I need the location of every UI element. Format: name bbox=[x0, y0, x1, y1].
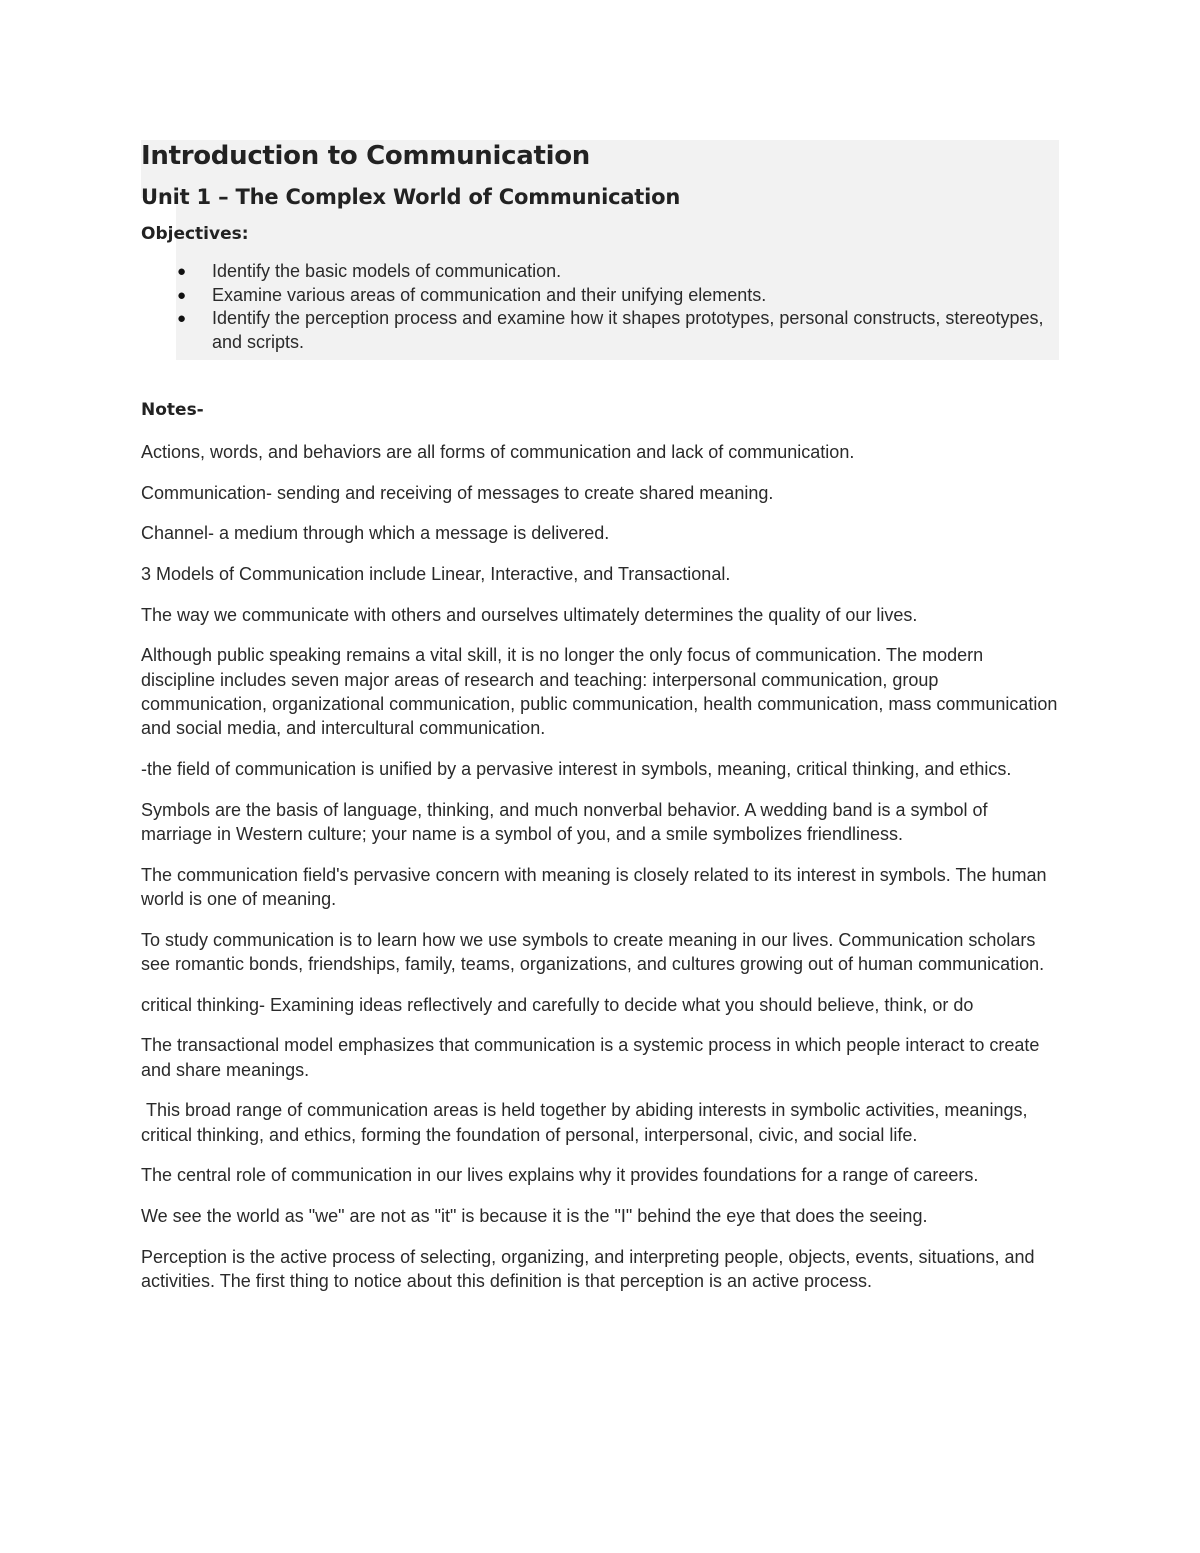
note-paragraph: 3 Models of Communication include Linear, Interactive, and Transactional. bbox=[141, 564, 731, 585]
note-paragraph: critical thinking- Examining ideas reflectively and carefully to decide what you should believe, think, or do bbox=[141, 994, 974, 1015]
note-paragraph: To study communication is to learn how we use symbols to create meaning in our lives. Communication scholars see romantic bonds, friendships, family, teams, organizations, and cultures growing out of human communication. bbox=[141, 929, 1045, 974]
note-paragraph: Although public speaking remains a vital skill, it is no longer the only focus of communication. The modern discipline includes seven major areas of research and teaching: interpersonal communication, group communication, organizational communication, public communication, health communication, mass communication and social media, and intercultural communication. bbox=[141, 645, 1063, 739]
document-body bbox=[141, 138, 1061, 1310]
document-title: Introduction to Communication bbox=[141, 141, 590, 171]
objective-item bbox=[141, 284, 1061, 308]
objectives-list bbox=[141, 260, 1061, 354]
note-paragraph: Channel- a medium through which a message is delivered. bbox=[141, 523, 610, 544]
notes-heading: Notes- bbox=[141, 400, 204, 420]
bullet-dot-icon: ● bbox=[177, 263, 187, 280]
unit-title: Unit 1 – The Complex World of Communication bbox=[141, 185, 681, 209]
note-paragraph: The central role of communication in our lives explains why it provides foundations for a range of careers. bbox=[141, 1165, 979, 1186]
bullet-dot-icon: ● bbox=[177, 286, 187, 304]
objective-text: Identify the perception process and examine how it shapes prototypes, personal constructs, stereotypes, and scripts. bbox=[212, 308, 1044, 352]
objectives-heading: Objectives: bbox=[141, 224, 249, 244]
bullet-dot-icon: ● bbox=[177, 310, 187, 327]
note-paragraph: The way we communicate with others and ourselves ultimately determines the quality of our lives. bbox=[141, 604, 918, 625]
note-paragraph: Communication- sending and receiving of messages to create shared meaning. bbox=[141, 482, 774, 503]
note-paragraph: Actions, words, and behaviors are all forms of communication and lack of communication. bbox=[141, 442, 855, 462]
note-paragraph: We see the world as "we" are not as "it" is because it is the "I" behind the eye that does the seeing. bbox=[141, 1206, 928, 1226]
note-paragraph: -the field of communication is unified by a pervasive interest in symbols, meaning, critical thinking, and ethics. bbox=[141, 759, 1012, 780]
notes-section bbox=[141, 440, 1061, 1293]
objective-item bbox=[141, 307, 1061, 354]
note-paragraph: The transactional model emphasizes that communication is a systemic process in which people interact to create and share meanings. bbox=[141, 1035, 1045, 1080]
note-paragraph: Perception is the active process of selecting, organizing, and interpreting people, objects, events, situations, and activities. The first thing to notice about this definition is that perception is an active process. bbox=[141, 1246, 1040, 1291]
note-paragraph: The communication field's pervasive concern with meaning is closely related to its interest in symbols. The human world is one of meaning. bbox=[141, 864, 1052, 909]
objective-text: Examine various areas of communication and their unifying elements. bbox=[212, 284, 767, 305]
objective-item bbox=[141, 260, 1061, 284]
note-paragraph: Symbols are the basis of language, thinking, and much nonverbal behavior. A wedding band is a symbol of marriage in Western culture; your name is a symbol of you, and a smile symbolizes friendliness. bbox=[141, 799, 993, 844]
objective-text: Identify the basic models of communication. bbox=[212, 261, 562, 281]
note-paragraph: This broad range of communication areas is held together by abiding interests in symbolic activities, meanings, critical thinking, and ethics, forming the foundation of personal, interpersonal, civic, and social life. bbox=[141, 1100, 1033, 1145]
